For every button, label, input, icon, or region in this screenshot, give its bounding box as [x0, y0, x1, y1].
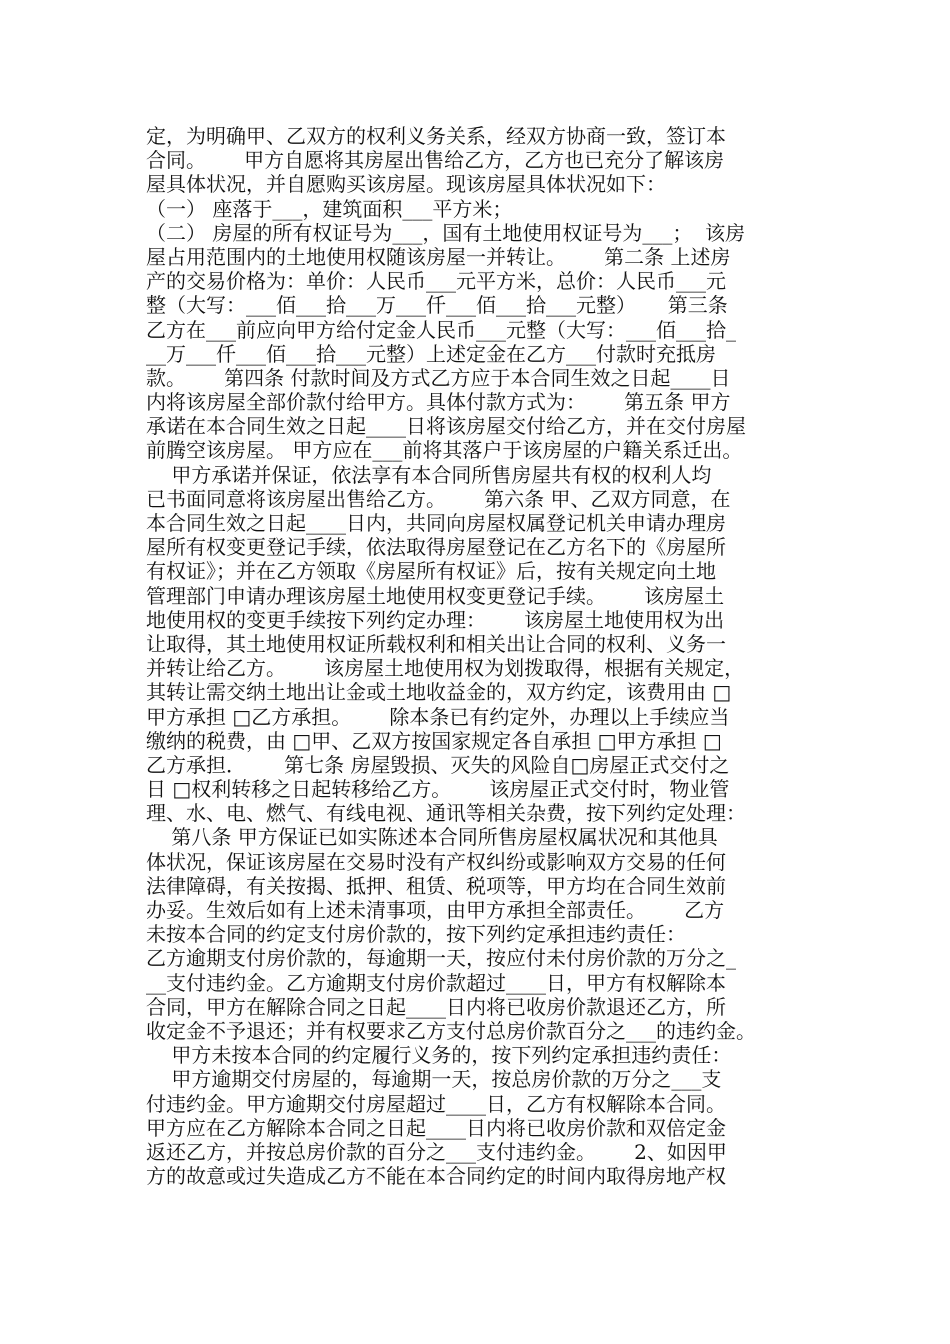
text-line: 乙方承担． 第七条 房屋毁损、灭失的风险自□房屋正式交付之 — [146, 752, 730, 777]
text-line: 理、水、电、燃气、有线电视、通讯等相关杂费，按下列约定处理： — [146, 801, 746, 826]
text-line: 前腾空该房屋。 甲方应在___前将其落户于该房屋的户籍关系迁出。 — [146, 438, 743, 463]
text-line: 款。 第四条 付款时间及方式乙方应于本合同生效之日起____日 — [146, 365, 731, 390]
text-line: 缴纳的税费，由 □甲、乙双方按国家规定各自承担 □甲方承担 □ — [146, 728, 722, 753]
text-line: 第八条 甲方保证已如实陈述本合同所售房屋权属状况和其他具 — [146, 825, 718, 850]
text-line: 体状况，保证该房屋在交易时没有产权纠纷或影响双方交易的任何 — [146, 849, 726, 874]
text-line: 合同。 甲方自愿将其房屋出售给乙方，乙方也已充分了解该房 — [146, 148, 725, 173]
text-line: 甲方未按本合同的约定履行义务的，按下列约定承担违约责任： — [146, 1043, 732, 1068]
text-line: 乙方在___前应向甲方给付定金人民币___元整（大写：___佰___拾_ — [146, 317, 736, 342]
text-line: 合同，甲方在解除合同之日起____日内将已收房价款退还乙方，所 — [146, 994, 726, 1019]
text-line: 未按本合同的约定支付房价款的，按下列约定承担违约责任： — [146, 922, 686, 947]
text-line: 定，为明确甲、乙双方的权利义务关系，经双方协商一致，签订本 — [146, 124, 726, 148]
text-line: 整（大写：___佰___拾___万___仟___佰___拾___元整） 第三条 — [146, 293, 728, 318]
text-line: 日 □权利转移之日起转移给乙方。 该房屋正式交付时，物业管 — [146, 777, 730, 802]
text-line: 甲方应在乙方解除本合同之日起____日内将已收房价款和双倍定金 — [146, 1115, 726, 1140]
text-line: （二） 房屋的所有权证号为___，国有土地使用权证号为___； 该房 — [146, 220, 746, 245]
text-line: 管理部门申请办理该房屋土地使用权变更登记手续。 该房屋土 — [146, 583, 725, 608]
text-line: 承诺在本合同生效之日起____日将该房屋交付给乙方，并在交付房屋 — [146, 414, 746, 439]
text-line: 屋具体状况，并自愿购买该房屋。现该房屋具体状况如下： — [146, 172, 666, 197]
text-line: 付违约金。甲方逾期交付房屋超过____日，乙方有权解除本合同。 — [146, 1091, 726, 1116]
text-line: 屋占用范围内的土地使用权随该房屋一并转让。 第二条 上述房 — [146, 244, 731, 269]
text-line: __万___仟___佰___拾___元整）上述定金在乙方___付款时充抵房 — [146, 341, 716, 366]
text-line: 方的故意或过失造成乙方不能在本合同约定的时间内取得房地产权 — [146, 1164, 726, 1189]
text-line: 收定金不予退还；并有权要求乙方支付总房价款百分之___的违约金。 — [146, 1018, 756, 1043]
text-line: 本合同生效之日起____日内，共同向房屋权属登记机关申请办理房 — [146, 511, 726, 535]
text-line: 法律障碍，有关按揭、抵押、租赁、税项等，甲方均在合同生效前 — [146, 873, 726, 898]
text-line: 内将该房屋全部价款付给甲方。具体付款方式为： 第五条 甲方 — [146, 390, 731, 415]
text-line: 并转让给乙方。 该房屋土地使用权为划拨取得，根据有关规定， — [146, 656, 745, 681]
text-line: （一） 座落于___，建筑面积___平方米； — [146, 196, 513, 221]
text-line: 甲方逾期交付房屋的，每逾期一天，按总房价款的万分之___支 — [146, 1067, 722, 1092]
text-line: 乙方逾期支付房价款的，每逾期一天，按应付未付房价款的万分之_ — [146, 946, 736, 971]
text-line: 有权证》；并在乙方领取《房屋所有权证》后，按有关规定向土地 — [146, 559, 716, 584]
text-line: 办妥。生效后如有上述未清事项，由甲方承担全部责任。 乙方 — [146, 898, 725, 922]
text-line: 甲方承诺并保证，依法享有本合同所售房屋共有权的权利人均 — [146, 462, 712, 487]
text-line: 屋所有权变更登记手续，依法取得房屋登记在乙方名下的《房屋所 — [146, 535, 726, 560]
text-line: __支付违约金。乙方逾期支付房价款超过____日，甲方有权解除本 — [146, 970, 726, 995]
contract-body-text — [146, 124, 826, 1188]
text-line: 甲方承担 □乙方承担。 除本条已有约定外，办理以上手续应当 — [146, 704, 730, 729]
text-line: 让取得，其土地使用权证所载权利和相关出让合同的权利、义务一 — [146, 631, 726, 656]
text-line: 其转让需交纳土地出让金或土地收益金的，双方约定，该费用由 □ — [146, 680, 732, 705]
text-line: 返还乙方，并按总房价款的百分之___支付违约金。 2、如因甲 — [146, 1139, 727, 1164]
text-line: 地使用权的变更手续按下列约定办理： 该房屋土地使用权为出 — [146, 607, 725, 632]
text-line: 已书面同意将该房屋出售给乙方。 第六条 甲、乙双方同意，在 — [146, 486, 731, 511]
text-line: 产的交易价格为：单价：人民币___元平方米，总价：人民币___元 — [146, 269, 726, 294]
